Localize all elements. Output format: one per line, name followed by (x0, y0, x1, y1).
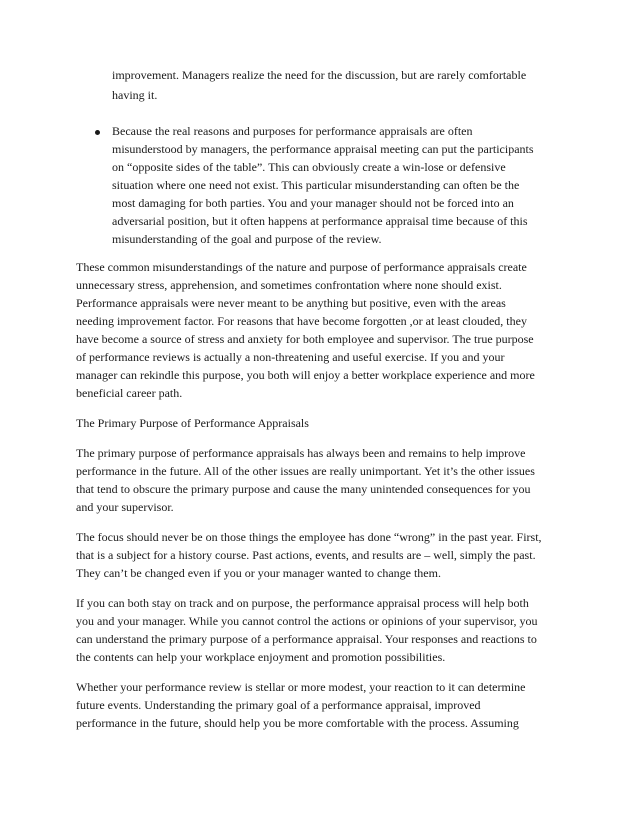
text-line: beneficial career path. (76, 386, 183, 400)
text-line: These common misunderstandings of the nature and purpose of performance appraisals create (76, 260, 527, 274)
text-line: having it. (112, 88, 158, 102)
text-line: If you can both stay on track and on purpose, the performance appraisal process will help both (76, 596, 529, 610)
text-line: most damaging for both parties. You and your manager should not be forced into an (112, 196, 514, 210)
text-line: situation where one need not exist. This particular misunderstanding can often be the (112, 178, 520, 192)
text-line: The primary purpose of performance appraisals has always been and remains to help improve (76, 446, 526, 460)
text-line: misunderstanding of the goal and purpose of the review. (112, 232, 382, 246)
text-line: They can’t be changed even if you or your manager wanted to change them. (76, 566, 441, 580)
text-line: manager can rekindle this purpose, you both will enjoy a better workplace experience and more (76, 368, 535, 382)
bullet-icon (95, 130, 100, 135)
text-line: The focus should never be on those things the employee has done “wrong” in the past year. First, (76, 530, 542, 544)
text-line: performance in the future, should help you be more comfortable with the process. Assuming (76, 716, 519, 730)
text-line: Whether your performance review is stellar or more modest, your reaction to it can determine (76, 680, 526, 694)
section-heading: The Primary Purpose of Performance Appraisals (76, 416, 309, 430)
text-line: can understand the primary purpose of a performance appraisal. Your responses and reactions to (76, 632, 537, 646)
text-line: on “opposite sides of the table”. This can obviously create a win-lose or defensive (112, 160, 506, 174)
text-line: that tend to obscure the primary purpose and cause the many unintended consequences for you (76, 482, 531, 496)
text-line: have become a source of stress and anxiety for both employee and supervisor. The true purpose (76, 332, 534, 346)
text-line: you and your manager. While you cannot control the actions or opinions of your supervisor, you (76, 614, 538, 628)
text-line: and your supervisor. (76, 500, 174, 514)
text-line: Because the real reasons and purposes for performance appraisals are often (112, 124, 473, 138)
text-line: future events. Understanding the primary goal of a performance appraisal, improved (76, 698, 481, 712)
text-line: needing improvement factor. For reasons that have become forgotten ,or at least clouded, they (76, 314, 527, 328)
text-line: the contents can help your workplace enjoyment and promotion possibilities. (76, 650, 446, 664)
text-line: improvement. Managers realize the need for the discussion, but are rarely comfortable (112, 68, 527, 82)
text-line: misunderstood by managers, the performance appraisal meeting can put the participants (112, 142, 534, 156)
text-line: unnecessary stress, apprehension, and sometimes confrontation where none should exist. (76, 278, 502, 292)
text-line: performance in the future. All of the other issues are really unimportant. Yet it’s the other issues (76, 464, 535, 478)
text-line: Performance appraisals were never meant to be anything but positive, even with the areas (76, 296, 506, 310)
text-line: that is a subject for a history course. Past actions, events, and results are – well, simply the past. (76, 548, 536, 562)
text-line: adversarial position, but it often happens at performance appraisal time because of this (112, 214, 528, 228)
text-line: of performance reviews is actually a non-threatening and useful exercise. If you and your (76, 350, 505, 364)
